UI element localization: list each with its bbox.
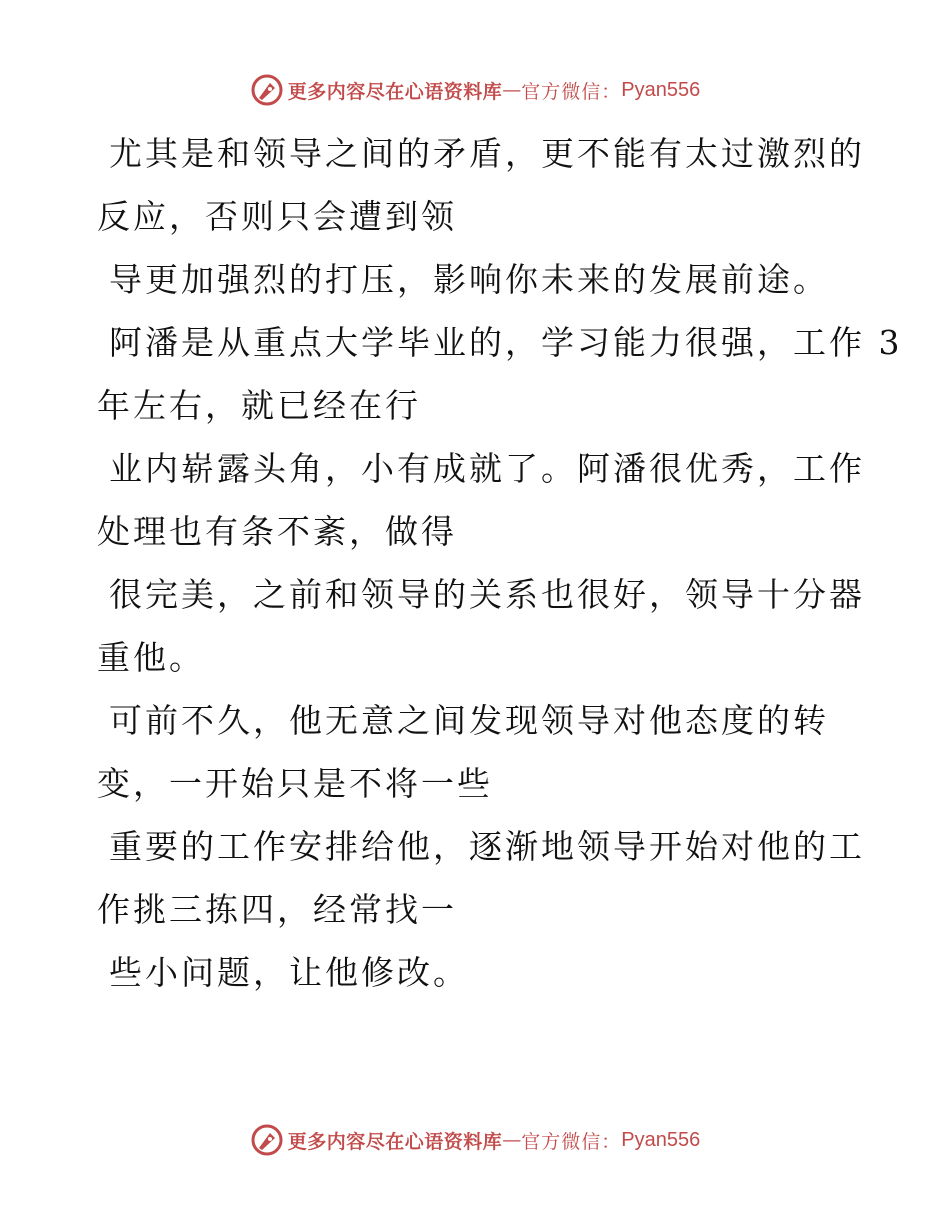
banner-wechat-label: 官方微信： [521,80,622,103]
paragraph: 可前不久，他无意之间发现领导对他态度的转 变，一开始只是不将一些 [97,701,829,803]
banner-wechat-id: Pyan556 [621,1128,701,1151]
pen-nib-logo-icon [250,1123,284,1157]
banner-site-text: 更多内容尽在心语资料库 [287,1130,503,1153]
footer-banner [0,1120,950,1160]
banner-separator: — [502,79,522,101]
paragraph: 些小问题，让他修改。 [109,953,469,992]
header-banner [0,70,950,110]
banner-wechat-id: Pyan556 [621,78,701,101]
document-body [97,122,903,1004]
banner-separator: — [502,1129,522,1151]
banner-site-text: 更多内容尽在心语资料库 [287,80,503,103]
paragraph: 业内崭露头角，小有成就了。阿潘很优秀，工作 处理也有条不紊，做得 [97,449,865,551]
paragraph: 尤其是和领导之间的矛盾，更不能有太过激烈的 反应，否则只会遭到领 [97,134,865,236]
paragraph: 重要的工作安排给他，逐渐地领导开始对他的工 作挑三拣四，经常找一 [97,827,865,929]
paragraph: 阿潘是从重点大学毕业的，学习能力很强，工作 3 年左右，就已经在行 [97,323,903,425]
paragraph: 导更加强烈的打压，影响你未来的发展前途。 [109,260,829,299]
paragraph: 很完美，之前和领导的关系也很好，领导十分器 重他。 [97,575,865,677]
pen-nib-logo-icon [250,73,284,107]
banner-wechat-label: 官方微信： [521,1130,622,1153]
